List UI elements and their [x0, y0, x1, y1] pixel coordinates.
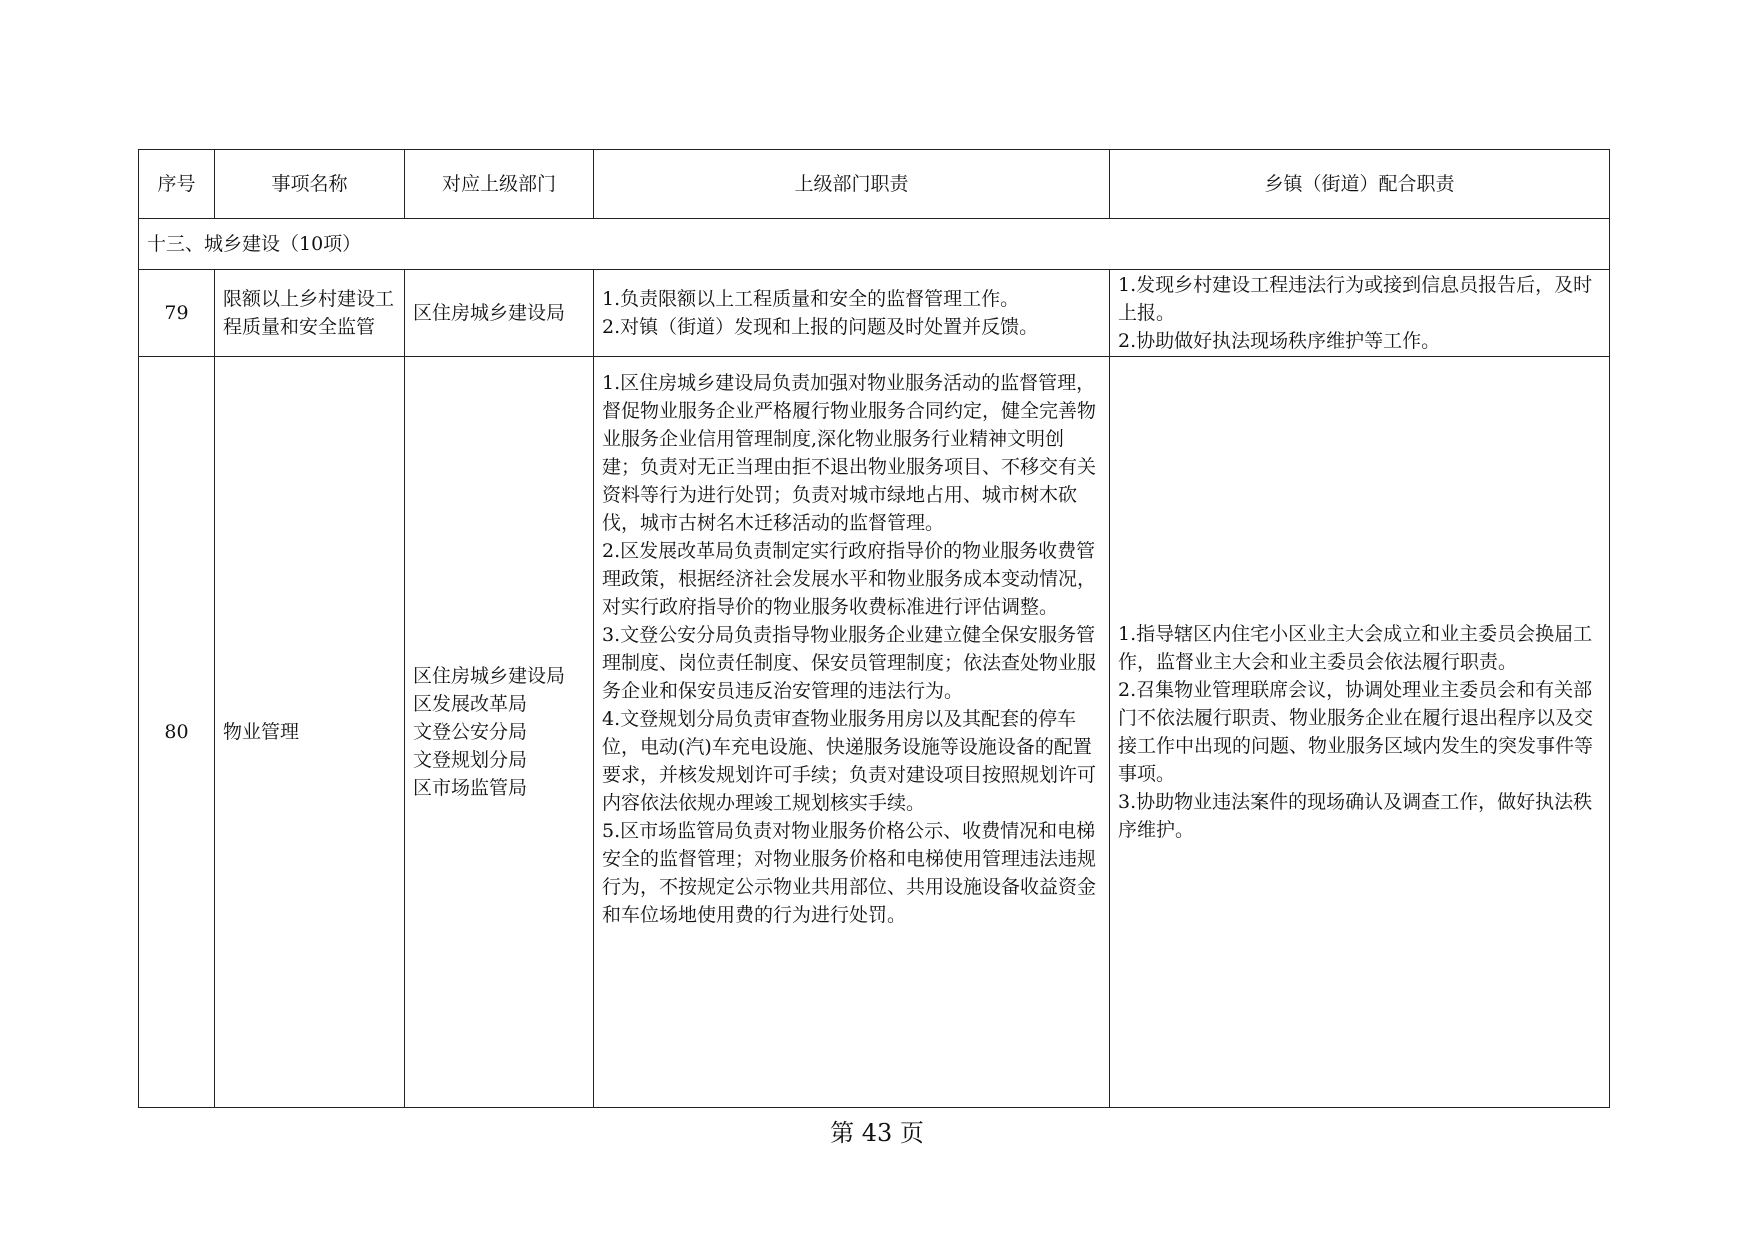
- row-item-name-text: 限额以上乡村建设工程质量和安全监管: [223, 288, 395, 338]
- header-item-name: 事项名称: [215, 150, 405, 219]
- row-dept: [405, 357, 594, 1108]
- header-superior-duty: 上级部门职责: [594, 150, 1110, 219]
- section-row: [139, 219, 1610, 270]
- row-item-name-text: 物业管理: [223, 721, 300, 743]
- row-duty-text: 1.区住房城乡建设局负责加强对物业服务活动的监督管理，督促物业服务企业严格履行物业服务合同约定，健全完善物业服务企业信用管理制度,深化物业服务行业精神文明创建；负责对无正当理由拒不退出物业服务项目、不移交有关资料等行为进行处罚；负责对城市绿地占用、城市树木砍伐，城市古树名木迁移活动的监督管理。 2.区发展改革局负责制定实行政府指导价的物业服务收费管理政策，根据经济社会发展水平和物业服务成本变动情况，对实行政府指导价的物业服务收费标准进行评估调整。 3.文登公安分局负责指导物业服务企业建立健全保安服务管理制度、岗位责任制度、保安员管理制度；依法查处物业服务企业和保安员违反治安管理的违法行为。 4.文登规划分局负责审查物业服务用房以及其配套的停车位，电动(汽)车充电设施、快递服务设施等设施设备的配置要求，并核发规划许可手续；负责对建设项目按照规划许可内容依法依规办理竣工规划核实手续。 5.区市场监管局负责对物业服务价格公示、收费情况和电梯安全的监督管理；对物业服务价格和电梯使用管理违法违规行为，不按规定公示物业共用部位、共用设施设备收益资金和车位场地使用费的行为进行处罚。: [602, 372, 1097, 926]
- header-no: 序号: [139, 150, 215, 219]
- row-dept-text: 区住房城乡建设局: [413, 302, 566, 324]
- table-row: [139, 270, 1610, 357]
- row-duty-text: 1.负责限额以上工程质量和安全的监督管理工作。 2.对镇（街道）发现和上报的问题及时处置并反馈。: [602, 288, 1039, 338]
- header-superior-dept: 对应上级部门: [405, 150, 594, 219]
- page-number: 第 43 页: [830, 1119, 924, 1147]
- table-row: [139, 357, 1610, 1108]
- header-town-duty: 乡镇（街道）配合职责: [1110, 150, 1610, 219]
- row-item-name: [215, 270, 405, 357]
- row-no: 80: [139, 357, 215, 1108]
- row-dept-text: 区住房城乡建设局 区发展改革局 文登公安分局 文登规划分局 区市场监管局: [413, 665, 566, 799]
- row-no: 79: [139, 270, 215, 357]
- row-duty: [594, 270, 1110, 357]
- row-dept: [405, 270, 594, 357]
- section-title: 十三、城乡建设（10项）: [139, 219, 1610, 270]
- row-town-duty-text: 1.发现乡村建设工程违法行为或接到信息员报告后，及时上报。 2.协助做好执法现场秩序维护等工作。: [1118, 274, 1593, 352]
- table-header-row: [139, 150, 1610, 219]
- row-town-duty-text: 1.指导辖区内住宅小区业主大会成立和业主委员会换届工作，监督业主大会和业主委员会依法履行职责。 2.召集物业管理联席会议，协调处理业主委员会和有关部门不依法履行职责、物业服务企业在履行退出程序以及交接工作中出现的问题、物业服务区域内发生的突发事件等事项。 3.协助物业违法案件的现场确认及调查工作，做好执法秩序维护。: [1118, 623, 1594, 841]
- row-town-duty: [1110, 270, 1610, 357]
- row-item-name: [215, 357, 405, 1108]
- responsibility-table: [138, 149, 1610, 1108]
- row-duty: [594, 357, 1110, 1108]
- row-town-duty: [1110, 357, 1610, 1108]
